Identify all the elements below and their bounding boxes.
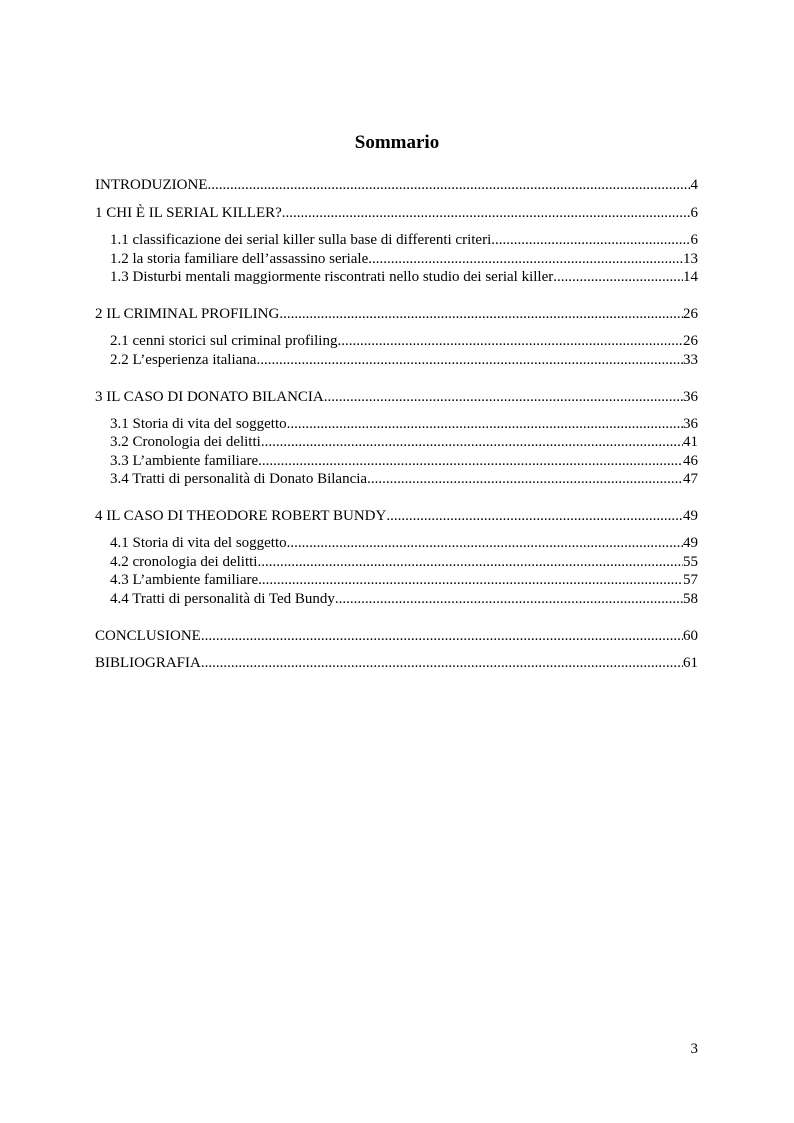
toc-entry-label: 4 IL CASO DI THEODORE ROBERT BUNDY [95,508,387,524]
toc-entry-page: 60 [683,628,698,644]
toc-entry-section-4-4[interactable] [110,590,698,609]
toc-entry-page: 14 [683,269,698,285]
toc-leader-dots [386,507,683,526]
toc-entry-page: 6 [690,232,698,248]
toc-entry-label: 3 IL CASO DI DONATO BILANCIA [95,389,324,405]
toc-leader-dots [256,351,683,370]
toc-entry-label: 2.1 cenni storici sul criminal profiling [110,333,338,349]
toc-entry-page: 13 [683,251,698,267]
toc-entry-page: 49 [683,508,698,524]
toc-entry-label: 4.1 Storia di vita del soggetto [110,535,287,551]
toc-leader-dots [257,553,683,572]
toc-entry-label: BIBLIOGRAFIA [95,655,201,671]
toc-entry-label: 2.2 L’esperienza italiana [110,352,257,368]
toc-entry-label: INTRODUZIONE [95,177,208,193]
toc-leader-dots [337,332,683,351]
toc-leader-dots [367,470,683,489]
toc-leader-dots [279,305,683,324]
toc-entry-section-3-3[interactable] [110,452,698,471]
toc-entry-conclusione[interactable] [95,627,698,646]
toc-leader-dots [491,231,690,250]
toc-entry-chapter-4[interactable] [95,507,698,526]
toc-entry-section-2-2[interactable] [110,351,698,370]
toc-entry-label: 4.3 L’ambiente familiare [110,572,259,588]
toc-entry-page: 41 [683,434,698,450]
toc-entry-section-1-1[interactable] [110,231,698,250]
toc-leader-dots [258,571,683,590]
toc-entry-section-3-4[interactable] [110,470,698,489]
toc-leader-dots [201,654,683,673]
toc-entry-bibliografia[interactable] [95,654,698,673]
toc-leader-dots [207,176,690,195]
toc-leader-dots [201,627,683,646]
toc-entry-label: 4.4 Tratti di personalità di Ted Bundy [110,591,335,607]
toc-entry-page: 33 [683,352,698,368]
toc-entry-page: 58 [683,591,698,607]
toc-entry-section-1-2[interactable] [110,250,698,269]
toc-entry-section-2-1[interactable] [110,332,698,351]
toc-entry-page: 57 [683,572,698,588]
toc-entry-label: 3.2 Cronologia dei delitti [110,434,261,450]
toc-entry-page: 26 [683,306,698,322]
toc-entry-chapter-1[interactable] [95,204,698,223]
toc-leader-dots [368,250,683,269]
toc-entry-section-3-1[interactable] [110,415,698,434]
toc-entry-introduzione[interactable] [95,176,698,195]
toc-entry-section-3-2[interactable] [110,433,698,452]
toc-leader-dots [282,204,691,223]
toc-entry-page: 26 [683,333,698,349]
toc-entry-page: 36 [683,416,698,432]
toc-entry-page: 49 [683,535,698,551]
toc-entry-label: 1 CHI È IL SERIAL KILLER? [95,205,282,221]
toc-leader-dots [261,433,683,452]
toc-entry-label: 1.1 classificazione dei serial killer sulla base di differenti criteri [110,232,492,248]
toc-leader-dots [287,415,683,434]
toc-leader-dots [287,534,683,553]
toc-entry-section-1-3[interactable] [110,268,698,287]
toc-entry-label: 3.1 Storia di vita del soggetto [110,416,287,432]
toc-entry-label: 2 IL CRIMINAL PROFILING [95,306,280,322]
toc-entry-section-4-1[interactable] [110,534,698,553]
toc-entry-label: CONCLUSIONE [95,628,201,644]
toc-entry-page: 55 [683,554,698,570]
toc-leader-dots [258,452,683,471]
toc-entry-label: 4.2 cronologia dei delitti [110,554,258,570]
toc-leader-dots [553,268,683,287]
toc-entry-label: 1.3 Disturbi mentali maggiormente riscontrati nello studio dei serial killer [110,269,554,285]
page-title: Sommario [354,132,440,153]
toc-entry-page: 36 [683,389,698,405]
toc-leader-dots [324,388,683,407]
toc-leader-dots [335,590,683,609]
toc-entry-chapter-2[interactable] [95,305,698,324]
toc-entry-page: 4 [690,177,698,193]
toc-entry-label: 3.4 Tratti di personalità di Donato Bilancia [110,471,368,487]
toc-entry-page: 46 [683,453,698,469]
toc-entry-label: 1.2 la storia familiare dell’assassino seriale [110,251,369,267]
toc-entry-label: 3.3 L’ambiente familiare [110,453,259,469]
page-number: 3 [690,1041,698,1057]
toc-entry-page: 61 [683,655,698,671]
toc-entry-section-4-3[interactable] [110,571,698,590]
toc-entry-chapter-3[interactable] [95,388,698,407]
toc-entry-section-4-2[interactable] [110,553,698,572]
toc-entry-page: 47 [683,471,698,487]
toc-entry-page: 6 [690,205,698,221]
